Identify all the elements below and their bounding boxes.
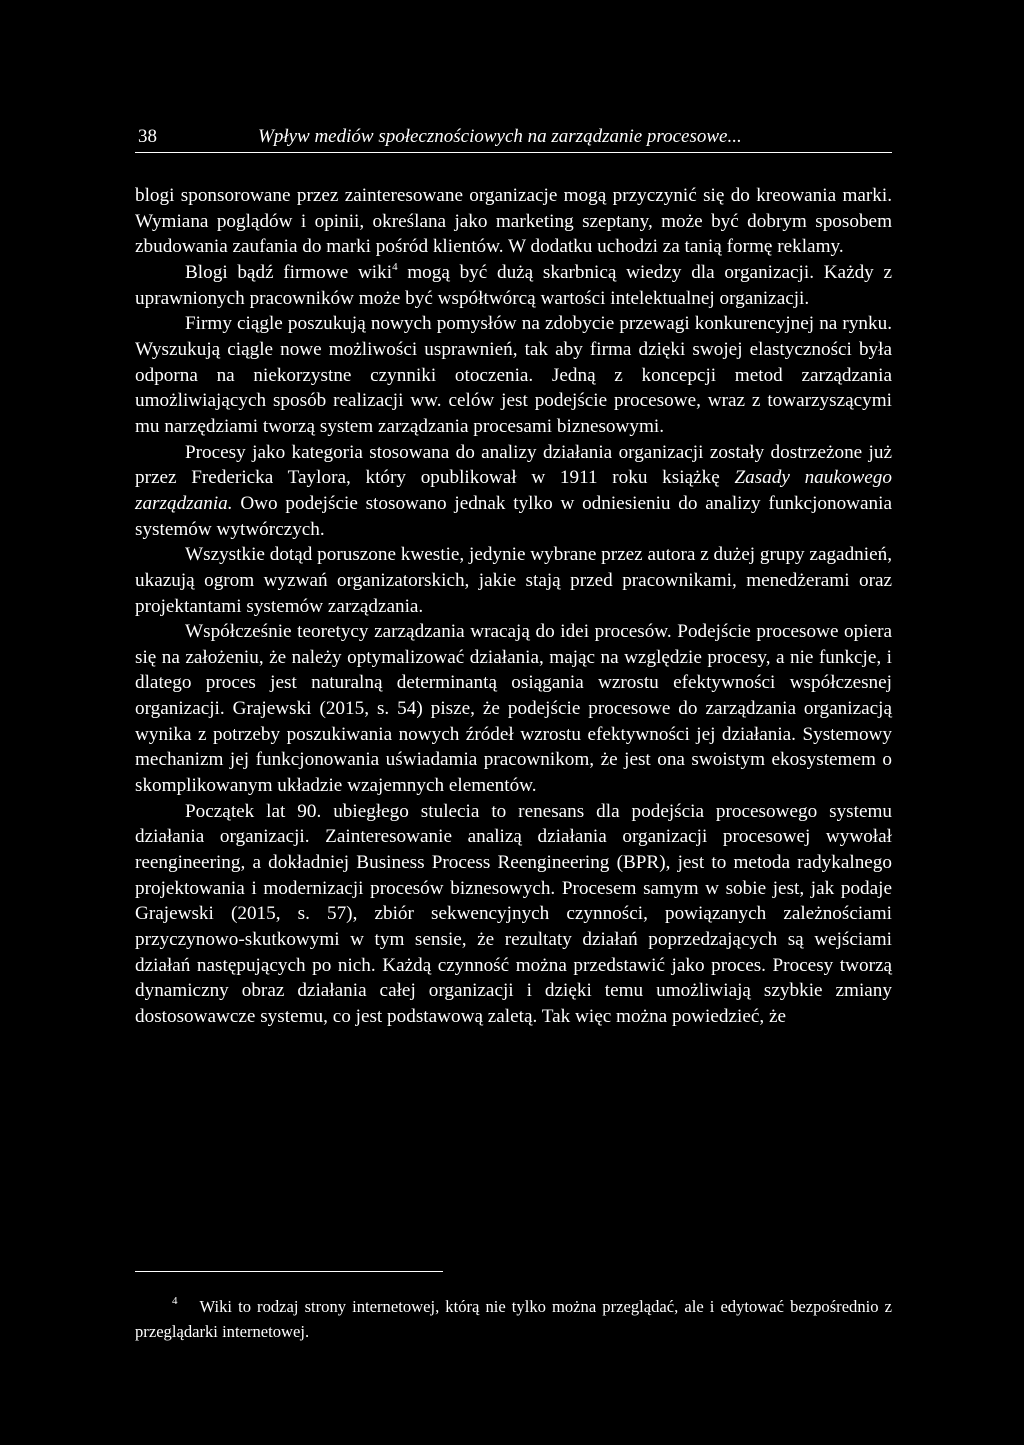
running-header — [135, 122, 892, 153]
main-text — [135, 183, 892, 1030]
paragraph-4-text-start: Procesy jako kategoria stosowana do analizy działania organizacji zostały dostrzeżone już przez Fredericka Taylora, który opublikował w 1911 roku książkę — [135, 441, 892, 489]
running-title: Wpływ mediów społecznościowych na zarządzanie procesowe... — [258, 126, 742, 147]
footnote-divider — [135, 1271, 443, 1272]
paragraph-2-text-start: Blogi bądź firmowe wiki — [185, 261, 393, 283]
footnote-text: Wiki to rodzaj strony internetowej, którą nie tylko można przeglądać, ale i edytować bezpośrednio z przeglądarki internetowej. — [135, 1297, 892, 1341]
paragraph-5: Wszystkie dotąd poruszone kwestie, jedynie wybrane przez autora z dużej grupy zagadnień, ukazują ogrom wyzwań organizatorskich, jakie stają przed pracownikami, menedżerami oraz projektantami systemów zarządzania. — [135, 544, 892, 617]
footnote-number: 4 — [172, 1295, 178, 1307]
paragraph-4 — [135, 440, 892, 543]
page-number: 38 — [138, 126, 157, 147]
footnote-reference: 4 — [392, 260, 398, 273]
footnote — [135, 1294, 892, 1344]
book-title: Zasady naukowego zarządzania. — [135, 467, 892, 514]
paragraph-6: Współcześnie teoretycy zarządzania wracają do idei procesów. Podejście procesowe opiera się na założeniu, że należy optymalizować działania, mając na względzie procesy, a nie funkcje, i dlatego proces jest naturalną determinantą osiągania wzrostu efektywności współczesnej organizacji. Grajewski (2015, s. 54) pisze, że podejście procesowe do zarządzania organizacją wynika z potrzeby poszukiwania nowych źródeł wzrostu efektywności jej działania. Systemowy mechanizm jej funkcjonowania uświadamia pracownikom, że jest ona swoistym ekosystemem o skomplikowanym układzie wzajemnych elementów. — [135, 621, 892, 797]
paragraph-3: Firmy ciągle poszukują nowych pomysłów na zdobycie przewagi konkurencyjnej na rynku. Wyszukują ciągle nowe możliwości usprawnień, tak aby firma dzięki swojej elastyczności była odporna na niekorzystne czynniki otoczenia. Jedną z koncepcji metod zarządzania umożliwiających sposób realizacji ww. celów jest podejście procesowe, wraz z towarzyszącymi mu narzędziami tworzą system zarządzania procesami biznesowymi. — [135, 313, 892, 437]
paragraph-7: Początek lat 90. ubiegłego stulecia to renesans dla podejścia procesowego systemu działania organizacji. Zainteresowanie analizą działania organizacji procesowej wywołał reengineering, a dokładniej Business Process Reengineering (BPR), jest to metoda radykalnego projektowania i modernizacji procesów biznesowych. Procesem samym w sobie jest, jak podaje Grajewski (2015, s. 57), zbiór sekwencyjnych czynności, powiązanych zależnościami przyczynowo-skutkowymi w tym sensie, że rezultaty działań poprzedzających są wejściami działań następujących po nich. Każdą czynność można przedstawić jako proces. Procesy tworzą dynamiczny obraz działania całej organizacji i dzięki temu umożliwiają szybkie zmiany dostosowawcze systemu, co jest podstawową zaletą. Tak więc można powiedzieć, że — [135, 800, 892, 1027]
paragraph-1: blogi sponsorowane przez zainteresowane organizacje mogą przyczynić się do kreowania marki. Wymiana poglądów i opinii, określana jako marketing szeptany, może być dobrym sposobem zbudowania zaufania do marki pośród klientów. W dodatku uchodzi za tanią formę reklamy. — [135, 185, 892, 258]
paragraph-4-text-end: Owo podejście stosowano jednak tylko w odniesieniu do analizy funkcjonowania systemów wytwórczych. — [135, 492, 892, 540]
paragraph-2 — [135, 260, 892, 311]
paragraph-2-text-end: mogą być dużą skarbnicą wiedzy dla organizacji. Każdy z uprawnionych pracowników może być współtwórcą wartości intelektualnej organizacji. — [135, 261, 892, 309]
